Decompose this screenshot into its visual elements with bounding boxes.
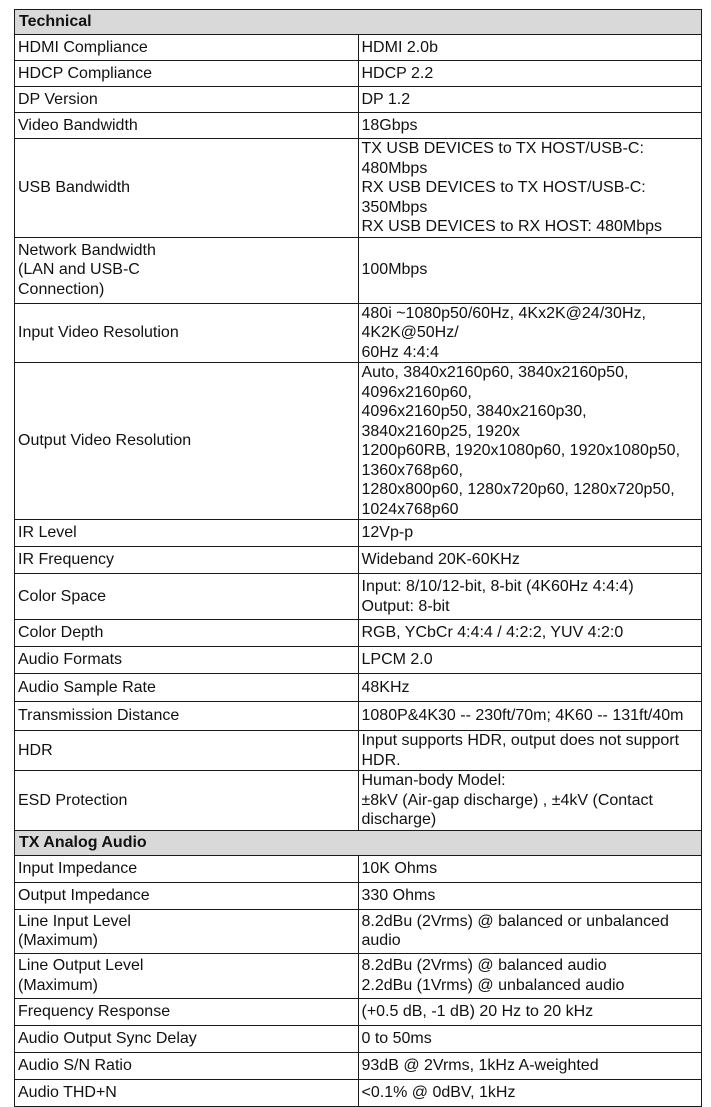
spec-value: 12Vp-p (358, 520, 702, 547)
spec-value: 10K Ohms (358, 855, 702, 882)
spec-row (15, 953, 702, 998)
spec-label: Audio Output Sync Delay (15, 1025, 359, 1052)
spec-label: Output Impedance (15, 882, 359, 909)
spec-row (15, 1052, 702, 1079)
spec-value: LPCM 2.0 (358, 647, 702, 674)
spec-row (15, 574, 702, 620)
spec-row (15, 855, 702, 882)
spec-label: Input Impedance (15, 855, 359, 882)
spec-row (15, 702, 702, 731)
spec-value: 1080P&4K30 -- 230ft/70m; 4K60 -- 131ft/40m (358, 702, 702, 731)
spec-value: Input: 8/10/12-bit, 8-bit (4K60Hz 4:4:4) Output: 8-bit (358, 574, 702, 620)
spec-label: IR Level (15, 520, 359, 547)
spec-row (15, 909, 702, 953)
spec-label: Input Video Resolution (15, 303, 359, 363)
spec-value: Human-body Model: ±8kV (Air-gap discharge) , ±4kV (Contact discharge) (358, 771, 702, 831)
spec-value: Auto, 3840x2160p60, 3840x2160p50, 4096x2160p60, 4096x2160p50, 3840x2160p30, 3840x2160p25, 1920x 1200p60RB, 1920x1080p60, 1920x1080p50, 1360x768p60, 1280x800p60, 1280x720p60, 1280x720p50, 1024x768p60 (358, 363, 702, 520)
spec-value: Wideband 20K-60KHz (358, 547, 702, 574)
spec-label: DP Version (15, 87, 359, 113)
spec-row (15, 1079, 702, 1106)
spec-label: Audio S/N Ratio (15, 1052, 359, 1079)
spec-row (15, 674, 702, 702)
section-title: Technical (15, 10, 702, 35)
spec-row (15, 113, 702, 139)
section-title: TX Analog Audio (15, 830, 702, 855)
spec-value: DP 1.2 (358, 87, 702, 113)
spec-value: RGB, YCbCr 4:4:4 / 4:2:2, YUV 4:2:0 (358, 620, 702, 647)
spec-table (14, 9, 702, 1107)
spec-label: HDR (15, 731, 359, 771)
spec-value: 330 Ohms (358, 882, 702, 909)
section-header-technical (15, 10, 702, 35)
spec-row (15, 61, 702, 87)
spec-value: (+0.5 dB, -1 dB) 20 Hz to 20 kHz (358, 998, 702, 1025)
spec-row (15, 87, 702, 113)
spec-label: Transmission Distance (15, 702, 359, 731)
spec-row (15, 620, 702, 647)
spec-label: Video Bandwidth (15, 113, 359, 139)
spec-value: 480i ~1080p50/60Hz, 4Kx2K@24/30Hz, 4K2K@50Hz/ 60Hz 4:4:4 (358, 303, 702, 363)
spec-label: Audio THD+N (15, 1079, 359, 1106)
spec-row (15, 363, 702, 520)
spec-value: 0 to 50ms (358, 1025, 702, 1052)
spec-label: Line Output Level (Maximum) (15, 953, 359, 998)
spec-label: IR Frequency (15, 547, 359, 574)
spec-value: 100Mbps (358, 237, 702, 303)
spec-row (15, 35, 702, 61)
spec-label: Network Bandwidth (LAN and USB-C Connection) (15, 237, 359, 303)
spec-row (15, 731, 702, 771)
spec-row (15, 771, 702, 831)
spec-value: HDCP 2.2 (358, 61, 702, 87)
spec-row (15, 139, 702, 238)
spec-row (15, 998, 702, 1025)
spec-label: USB Bandwidth (15, 139, 359, 238)
section-header-tx-analog-audio (15, 830, 702, 855)
spec-value: 48KHz (358, 674, 702, 702)
spec-value: 18Gbps (358, 113, 702, 139)
spec-label: Line Input Level (Maximum) (15, 909, 359, 953)
spec-value: HDMI 2.0b (358, 35, 702, 61)
spec-label: HDCP Compliance (15, 61, 359, 87)
spec-label: Audio Sample Rate (15, 674, 359, 702)
spec-label: Audio Formats (15, 647, 359, 674)
spec-value: 8.2dBu (2Vrms) @ balanced audio 2.2dBu (1Vrms) @ unbalanced audio (358, 953, 702, 998)
spec-row (15, 520, 702, 547)
spec-row (15, 882, 702, 909)
spec-label: Frequency Response (15, 998, 359, 1025)
spec-value: <0.1% @ 0dBV, 1kHz (358, 1079, 702, 1106)
spec-row (15, 303, 702, 363)
spec-label: Color Space (15, 574, 359, 620)
spec-row (15, 1025, 702, 1052)
spec-label: Color Depth (15, 620, 359, 647)
spec-value: 8.2dBu (2Vrms) @ balanced or unbalanced audio (358, 909, 702, 953)
spec-row (15, 647, 702, 674)
spec-label: Output Video Resolution (15, 363, 359, 520)
spec-value: 93dB @ 2Vrms, 1kHz A-weighted (358, 1052, 702, 1079)
spec-value: TX USB DEVICES to TX HOST/USB-C: 480Mbps RX USB DEVICES to TX HOST/USB-C: 350Mbps RX USB DEVICES to RX HOST: 480Mbps (358, 139, 702, 238)
spec-label: HDMI Compliance (15, 35, 359, 61)
spec-label: ESD Protection (15, 771, 359, 831)
spec-row (15, 237, 702, 303)
spec-row (15, 547, 702, 574)
spec-value: Input supports HDR, output does not support HDR. (358, 731, 702, 771)
